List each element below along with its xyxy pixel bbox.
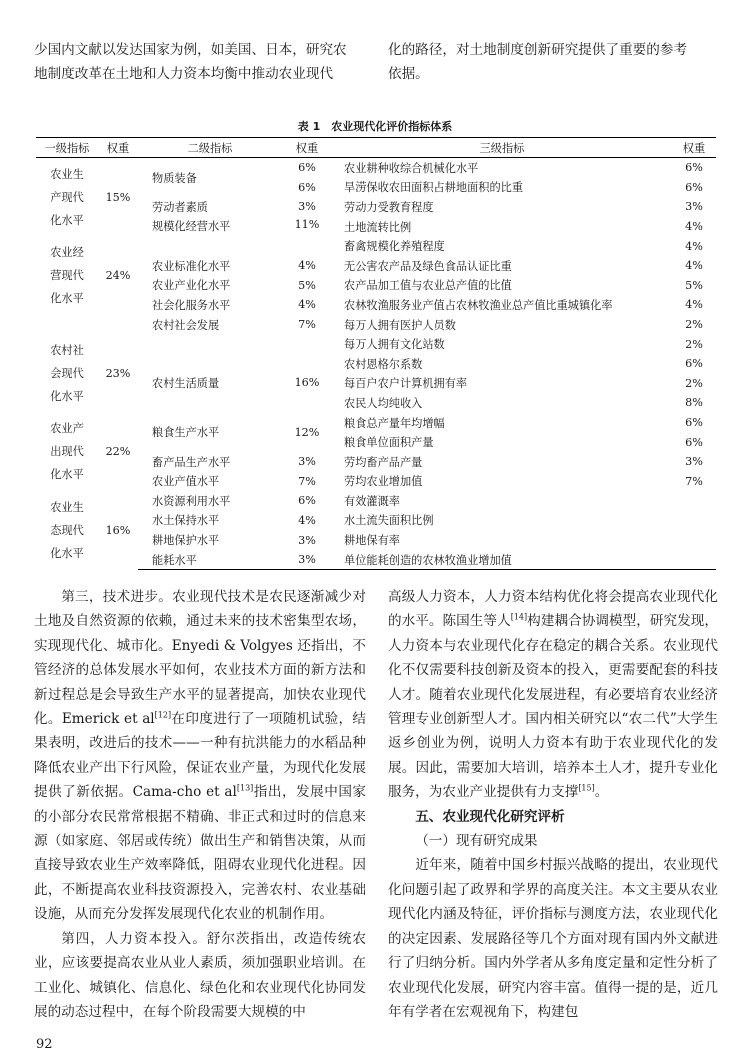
level2-weight: 3% (298, 200, 316, 214)
level2-cell: 农业产值水平 (152, 475, 220, 489)
level2-weight: 6% (298, 494, 316, 508)
level3-cell: 水土流失面积比例 (344, 514, 434, 528)
level2-cell: 耕地保护水平 (152, 534, 220, 548)
level3-weight: 4% (685, 298, 703, 312)
level3-weight: 7% (685, 474, 703, 488)
top-left-column (34, 38, 366, 87)
level3-weight: 4% (685, 220, 703, 234)
level3-cell: 劳均畜产品产量 (344, 455, 423, 469)
level2-cell: 农村生活质量 (152, 376, 220, 390)
level3-cell: 无公害农产品及绿色食品认证比重 (344, 259, 512, 273)
table-row (36, 158, 716, 178)
table-row (36, 472, 716, 492)
level3-weight: 2% (685, 318, 703, 332)
level1-cell: 农村社 会现代 化水平 (50, 344, 84, 404)
level2-weight: 11% (294, 217, 320, 231)
table-row (36, 530, 716, 550)
table-row (36, 217, 716, 237)
table-row (36, 491, 716, 511)
level3-cell: 每百户农户计算机拥有率 (344, 377, 468, 391)
level2-weight: 4% (298, 513, 316, 527)
table-header-row (36, 138, 716, 158)
level1-weight: 23% (105, 367, 131, 381)
level3-cell: 每万人拥有文化站数 (344, 338, 445, 352)
level1-weight: 22% (105, 445, 131, 459)
level1-cell: 农业经 营现代 化水平 (50, 246, 84, 306)
level3-weight: 3% (685, 455, 703, 469)
level2-weight: 3% (282, 550, 332, 570)
text-line: 少国内文献以发达国家为例，如美国、日本，研究农 (34, 42, 347, 58)
level2-cell: 规模化经营水平 (152, 219, 231, 233)
text-line: 化的路径，对土地制度创新研究提供了重要的参考 (388, 42, 688, 58)
bottom-left-column (34, 585, 366, 1024)
level3-weight: 8% (685, 396, 703, 410)
level2-cell: 水土保持水平 (152, 514, 220, 528)
level2-weight: 7% (298, 318, 316, 332)
level1-cell: 农业生 态现代 化水平 (50, 501, 84, 561)
level2-weight: 6% (298, 161, 316, 175)
bottom-right-column (388, 585, 718, 1024)
level3-cell: 农民人均纯收入 (344, 396, 423, 410)
level3-cell: 土地流转比例 (344, 220, 412, 234)
table-caption: 表 1 农业现代化评价指标体系 (297, 120, 453, 133)
level2-weight: 7% (298, 474, 316, 488)
level2-weight: 3% (298, 533, 316, 547)
header-cell: 权重 (672, 138, 716, 158)
citation: [15] (578, 783, 595, 793)
paragraph: 第四，人力资本投入。舒尔茨指出，改造传统农业，应该要提高农业从业人素质，须加强职业培训。在工业化、城镇化、信息化、绿色化和农业现代化协同发展的动态过程中，在每个阶段需要大规模的中 (34, 930, 366, 1020)
level3-cell: 劳均农业增加值 (344, 475, 423, 489)
level2-cell: 水资源利用水平 (152, 494, 231, 508)
level3-cell: 劳动力受教育程度 (344, 200, 434, 214)
level1-weight: 16% (105, 524, 131, 538)
table-row (36, 315, 716, 335)
level3-weight: 4% (685, 239, 703, 253)
citation: [12] (154, 710, 172, 720)
level2-weight: 12% (294, 425, 320, 439)
level3-weight: 3% (685, 200, 703, 214)
level3-weight: 2% (685, 376, 703, 390)
level2-cell: 农村社会发展 (152, 318, 220, 332)
level2-cell: 农业产业化水平 (152, 279, 231, 293)
header-cell: 权重 (282, 138, 332, 158)
level2-cell: 社会化服务水平 (152, 298, 231, 312)
level3-weight: 4% (685, 259, 703, 273)
table-row (36, 295, 716, 315)
level3-weight (672, 511, 716, 531)
header-cell: 三级指标 (332, 138, 672, 158)
level2-weight: 6% (298, 180, 316, 194)
level2-weight: 4% (298, 259, 316, 273)
level2-cell: 农业标准化水平 (152, 259, 231, 273)
level3-cell: 旱涝保收农田面积占耕地面积的比重 (344, 181, 524, 195)
level2-weight: 3% (298, 455, 316, 469)
header-cell: 权重 (98, 138, 138, 158)
table-row (36, 413, 716, 433)
level3-weight: 6% (685, 416, 703, 430)
paragraph: 高级人力资本，人力资本结构优化将会提高农业现代化的水平。陈国生等人[14]构建耦合协调模型，研究发现，人力资本与农业现代化存在稳定的耦合关系。农业现代化不仅需要科技创新及资本的投入，更需要配套的科技人才。随着农业现代化发展进程，有必要培育农业经济管理专业创新型人才。国内相关研究以“农二代”大学生返乡创业为例，说明人力资本有助于农业现代化的发展。因此，需要加大培训，培养本土人才，提升专业化服务，为农业产业提供有力支撑[15]。 (388, 589, 719, 801)
level1-cell: 农业产 出现代 化水平 (50, 422, 84, 482)
table-row (36, 334, 716, 354)
text-line: 依据。 (388, 66, 429, 83)
level1-cell: 农业生 产现代 化水平 (50, 167, 84, 227)
level3-weight: 6% (685, 180, 703, 194)
level3-cell: 农业耕种收综合机械化水平 (344, 161, 479, 175)
level3-cell: 畜禽规模化养殖程度 (344, 240, 445, 254)
level3-cell: 农产品加工值与农业总产值的比值 (344, 279, 512, 293)
page-number: 92 (36, 1037, 53, 1052)
level3-cell: 每万人拥有医护人员数 (344, 318, 456, 332)
level1-weight: 24% (105, 269, 131, 283)
subsection-heading: （一）现有研究成果 (415, 833, 538, 850)
table-row (36, 550, 716, 570)
level3-cell: 有效灌溉率 (344, 494, 400, 508)
table-row (36, 452, 716, 472)
level3-weight: 6% (685, 435, 703, 449)
header-cell: 二级指标 (138, 138, 282, 158)
level3-cell: 农村恩格尔系数 (344, 357, 423, 371)
level3-weight: 6% (685, 161, 703, 175)
level3-weight: 2% (685, 337, 703, 351)
level3-weight (672, 491, 716, 511)
paragraph: 近年来，随着中国乡村振兴战略的提出，农业现代化问题引起了政界和学界的高度关注。本文主要从农业现代化内涵及特征，评价指标与测度方法，农业现代化的决定因素、发展路径等几个方面对现有国内外文献进行了归纳分析。国内外学者从多角度定量和定性分析了农业现代化发展，研究内容丰富。值得一提的是，近几年有学者在宏观视角下，构建包 (388, 857, 718, 1020)
level2-cell: 劳动者素质 (152, 200, 208, 214)
level2-cell: 畜产品生产水平 (152, 455, 231, 469)
table-row (36, 256, 716, 276)
table-row (36, 197, 716, 217)
indicator-table (36, 137, 716, 570)
level3-weight: 6% (685, 357, 703, 371)
level2-cell: 能耗水平 (138, 550, 282, 570)
level2-cell: 物质装备 (152, 171, 197, 185)
level2-weight: 16% (294, 376, 320, 390)
paragraph: 第三，技术进步。农业现代技术是农民逐渐减少对土地及自然资源的依赖，通过未来的技术密集型农场，实现现代化、城市化。Enyedi & Volgyes 还指出，不管经济的总体发展水平如何，农业技术方面的新方法和新过程总是会导致生产水平的显著提高，加快农业现代化。Emerick et al[12]在印度进行了一项随机试验，结果表明，改进后的技术——一种有抗洪能力的水稻品种降低农业产出下行风险，保证农业产量，为现代化发展提供了新依据。Cama-cho et al[13]指出，发展中国家的小部分农民常常根据不精确、非正式和过时的信息来源（如家庭、邻居或传统）做出生产和销售决策，从而直接导致农业生产效率降低，阻碍农业现代化进程。因此，不断提高农业科技资源投入，完善农村、农业基础设施，从而充分发挥发展现代化农业的机制作用。 (34, 589, 367, 923)
level1-weight: 15% (105, 190, 131, 204)
top-right-column (388, 38, 718, 87)
citation: [13] (236, 783, 254, 793)
level2-cell: 粮食生产水平 (152, 426, 220, 440)
citation: [14] (510, 612, 528, 622)
level3-cell: 粮食单位面积产量 (344, 436, 434, 450)
text-line: 地制度改革在土地和人力资本均衡中推动农业现代 (34, 66, 334, 83)
level3-cell: 耕地保有率 (344, 534, 400, 548)
level3-weight: 5% (685, 278, 703, 292)
section-heading: 五、农业现代化研究评析 (415, 808, 565, 825)
level3-weight (672, 530, 716, 550)
level3-cell: 农林牧渔服务业产值占农林牧渔业总产值比重城镇化率 (344, 298, 613, 312)
table-row (36, 511, 716, 531)
table-row (36, 276, 716, 296)
level3-cell: 单位能耗创造的农林牧渔业增加值 (332, 550, 672, 570)
level2-weight: 4% (298, 298, 316, 312)
level3-weight (672, 550, 716, 570)
header-cell: 一级指标 (36, 138, 98, 158)
level3-cell: 粮食总产量年均增幅 (344, 416, 445, 430)
level2-weight: 5% (298, 278, 316, 292)
